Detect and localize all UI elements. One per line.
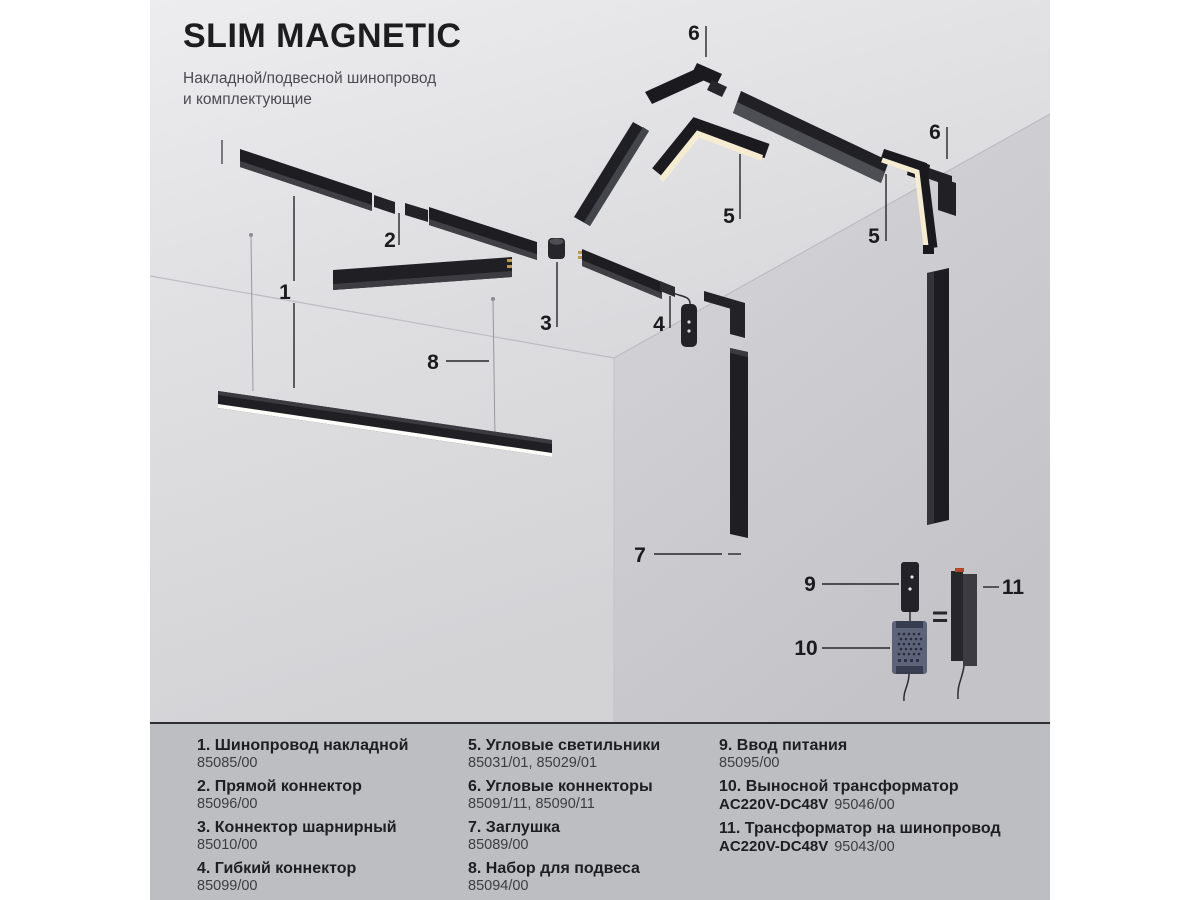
callout-11-label: 11 <box>1001 576 1025 599</box>
legend-column-2 <box>468 736 660 900</box>
hinge-connector <box>548 238 565 259</box>
callout-8-label: 8 <box>427 351 439 374</box>
legend-column-3 <box>719 736 1001 861</box>
flex-connector <box>681 304 697 347</box>
legend-item: 1. Шинопровод накладной 85085/00 <box>197 737 409 771</box>
callout-1-label: 1 <box>279 281 291 304</box>
legend-item: 9. Ввод питания 85095/00 <box>719 737 848 771</box>
callout-10-label: 10 <box>794 637 818 660</box>
page-title: SLIM MAGNETIC <box>183 17 462 55</box>
legend-item: 10. Выносной трансформатор AC220V-DC48V 95046/00 <box>719 778 959 813</box>
callout-9-label: 9 <box>804 573 816 596</box>
legend-item: 4. Гибкий коннектор 85099/00 <box>197 860 357 894</box>
legend-item: 3. Коннектор шарнирный 85010/00 <box>197 819 397 853</box>
legend-item: 6. Угловые коннекторы 85091/11, 85090/11 <box>468 778 653 812</box>
subtitle-line-2: и комплектующие <box>183 91 312 108</box>
callout-4-label: 4 <box>653 313 665 336</box>
callout-2-label: 2 <box>384 229 396 252</box>
legend-item: 7. Заглушка 85089/00 <box>468 819 561 853</box>
callout-6-wall-label: 6 <box>929 121 941 144</box>
legend-item: 2. Прямой коннектор 85096/00 <box>197 778 362 812</box>
legend <box>150 724 1050 900</box>
legend-column-1 <box>197 736 408 900</box>
callout-7-label: 7 <box>634 544 646 567</box>
render-panel <box>150 0 1050 900</box>
callout-5-wall-label: 5 <box>868 225 880 248</box>
legend-item: 11. Трансформатор на шинопровод AC220V-DC48V 95043/00 <box>719 820 1001 855</box>
page-subtitle <box>183 68 461 110</box>
title-block <box>183 16 461 110</box>
callout-6-ceiling-label: 6 <box>688 22 700 45</box>
wall-track-right <box>927 268 949 525</box>
callout-5-ceiling-label: 5 <box>723 205 735 228</box>
subtitle-line-1: Накладной/подвесной шинопровод <box>183 70 437 87</box>
legend-item: 5. Угловые светильники 85031/01, 85029/01 <box>468 737 661 771</box>
wall-track-center <box>730 348 748 538</box>
callout-3-label: 3 <box>540 312 552 335</box>
legend-item: 8. Набор для подвеса 85094/00 <box>468 860 640 894</box>
equals-sign: = <box>931 601 949 632</box>
